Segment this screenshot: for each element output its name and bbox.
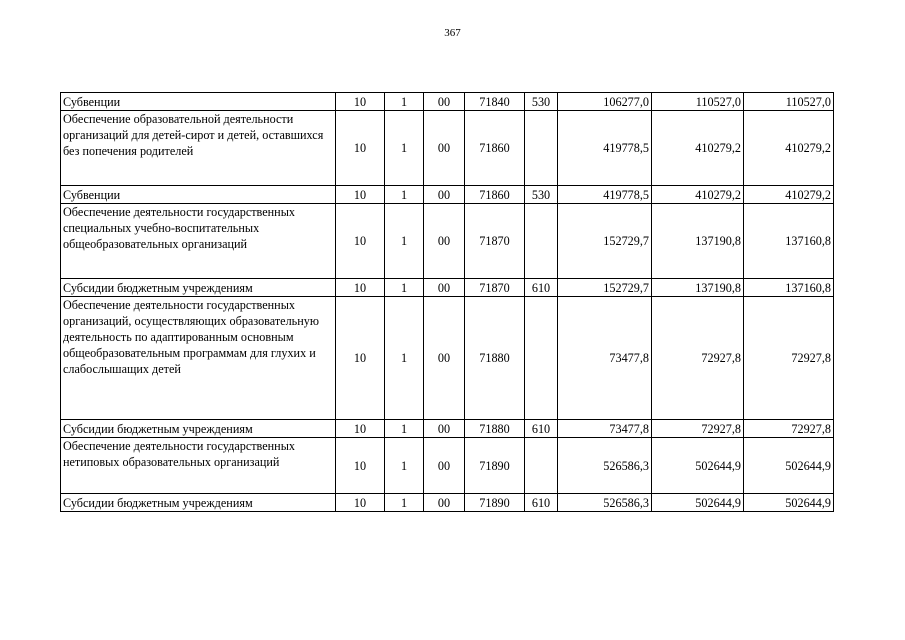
table-row — [61, 93, 834, 111]
row-name-cell: Обеспечение образовательной деятельности организаций для детей-сирот и детей, оставшихся без попечения родителей — [61, 111, 336, 186]
amount-2-cell: 502644,9 — [652, 494, 744, 512]
amount-3-cell: 502644,9 — [744, 494, 834, 512]
target-article-cell: 71860 — [465, 111, 525, 186]
section-code-cell: 10 — [336, 204, 385, 279]
row-name-cell: Субвенции — [61, 93, 336, 111]
section-code-cell: 10 — [336, 420, 385, 438]
subsection-code-cell: 1 — [385, 93, 424, 111]
row-name-cell: Обеспечение деятельности государственных специальных учебно-воспитательных общеобразовательных организаций — [61, 204, 336, 279]
target-article-cell: 71870 — [465, 279, 525, 297]
amount-1-cell: 152729,7 — [558, 279, 652, 297]
expense-type-cell — [525, 438, 558, 494]
program-code-cell: 00 — [424, 204, 465, 279]
amount-3-cell: 502644,9 — [744, 438, 834, 494]
program-code-cell: 00 — [424, 93, 465, 111]
expense-type-cell: 610 — [525, 494, 558, 512]
subsection-code-cell: 1 — [385, 494, 424, 512]
expense-type-cell: 530 — [525, 186, 558, 204]
section-code-cell: 10 — [336, 438, 385, 494]
subsection-code-cell: 1 — [385, 111, 424, 186]
amount-3-cell: 110527,0 — [744, 93, 834, 111]
amount-2-cell: 137190,8 — [652, 279, 744, 297]
amount-1-cell: 526586,3 — [558, 494, 652, 512]
amount-2-cell: 110527,0 — [652, 93, 744, 111]
table-row — [61, 204, 834, 279]
table-row — [61, 438, 834, 494]
row-name-cell: Субсидии бюджетным учреждениям — [61, 420, 336, 438]
amount-2-cell: 502644,9 — [652, 438, 744, 494]
expense-type-cell: 610 — [525, 420, 558, 438]
table-row — [61, 420, 834, 438]
table-row — [61, 297, 834, 420]
target-article-cell: 71840 — [465, 93, 525, 111]
amount-1-cell: 152729,7 — [558, 204, 652, 279]
target-article-cell: 71860 — [465, 186, 525, 204]
program-code-cell: 00 — [424, 494, 465, 512]
section-code-cell: 10 — [336, 93, 385, 111]
target-article-cell: 71890 — [465, 494, 525, 512]
program-code-cell: 00 — [424, 186, 465, 204]
budget-table — [60, 92, 834, 512]
page-number: 367 — [444, 27, 461, 39]
table-row — [61, 494, 834, 512]
row-name-cell: Обеспечение деятельности государственных организаций, осуществляющих образовательную деятельность по адаптированным основным общеобразовательным программам для глухих и слабослышащих детей — [61, 297, 336, 420]
table-row — [61, 279, 834, 297]
amount-1-cell: 106277,0 — [558, 93, 652, 111]
amount-1-cell: 73477,8 — [558, 297, 652, 420]
amount-1-cell: 73477,8 — [558, 420, 652, 438]
section-code-cell: 10 — [336, 494, 385, 512]
target-article-cell: 71870 — [465, 204, 525, 279]
row-name-cell: Обеспечение деятельности государственных нетиповых образовательных организаций — [61, 438, 336, 494]
subsection-code-cell: 1 — [385, 297, 424, 420]
amount-3-cell: 137160,8 — [744, 279, 834, 297]
amount-3-cell: 410279,2 — [744, 186, 834, 204]
expense-type-cell — [525, 204, 558, 279]
expense-type-cell — [525, 297, 558, 420]
subsection-code-cell: 1 — [385, 204, 424, 279]
amount-3-cell: 410279,2 — [744, 111, 834, 186]
expense-type-cell: 610 — [525, 279, 558, 297]
amount-2-cell: 410279,2 — [652, 186, 744, 204]
subsection-code-cell: 1 — [385, 279, 424, 297]
amount-2-cell: 72927,8 — [652, 420, 744, 438]
subsection-code-cell: 1 — [385, 438, 424, 494]
expense-type-cell: 530 — [525, 93, 558, 111]
target-article-cell: 71880 — [465, 420, 525, 438]
program-code-cell: 00 — [424, 297, 465, 420]
amount-3-cell: 137160,8 — [744, 204, 834, 279]
amount-2-cell: 137190,8 — [652, 204, 744, 279]
amount-3-cell: 72927,8 — [744, 297, 834, 420]
row-name-cell: Субсидии бюджетным учреждениям — [61, 279, 336, 297]
expense-type-cell — [525, 111, 558, 186]
amount-2-cell: 72927,8 — [652, 297, 744, 420]
amount-3-cell: 72927,8 — [744, 420, 834, 438]
row-name-cell: Субсидии бюджетным учреждениям — [61, 494, 336, 512]
program-code-cell: 00 — [424, 111, 465, 186]
row-name-cell: Субвенции — [61, 186, 336, 204]
target-article-cell: 71890 — [465, 438, 525, 494]
section-code-cell: 10 — [336, 297, 385, 420]
program-code-cell: 00 — [424, 420, 465, 438]
subsection-code-cell: 1 — [385, 186, 424, 204]
amount-1-cell: 419778,5 — [558, 186, 652, 204]
program-code-cell: 00 — [424, 279, 465, 297]
program-code-cell: 00 — [424, 438, 465, 494]
amount-1-cell: 419778,5 — [558, 111, 652, 186]
table-row — [61, 111, 834, 186]
subsection-code-cell: 1 — [385, 420, 424, 438]
table-row — [61, 186, 834, 204]
section-code-cell: 10 — [336, 279, 385, 297]
amount-2-cell: 410279,2 — [652, 111, 744, 186]
amount-1-cell: 526586,3 — [558, 438, 652, 494]
table-body — [61, 93, 834, 512]
section-code-cell: 10 — [336, 186, 385, 204]
target-article-cell: 71880 — [465, 297, 525, 420]
section-code-cell: 10 — [336, 111, 385, 186]
